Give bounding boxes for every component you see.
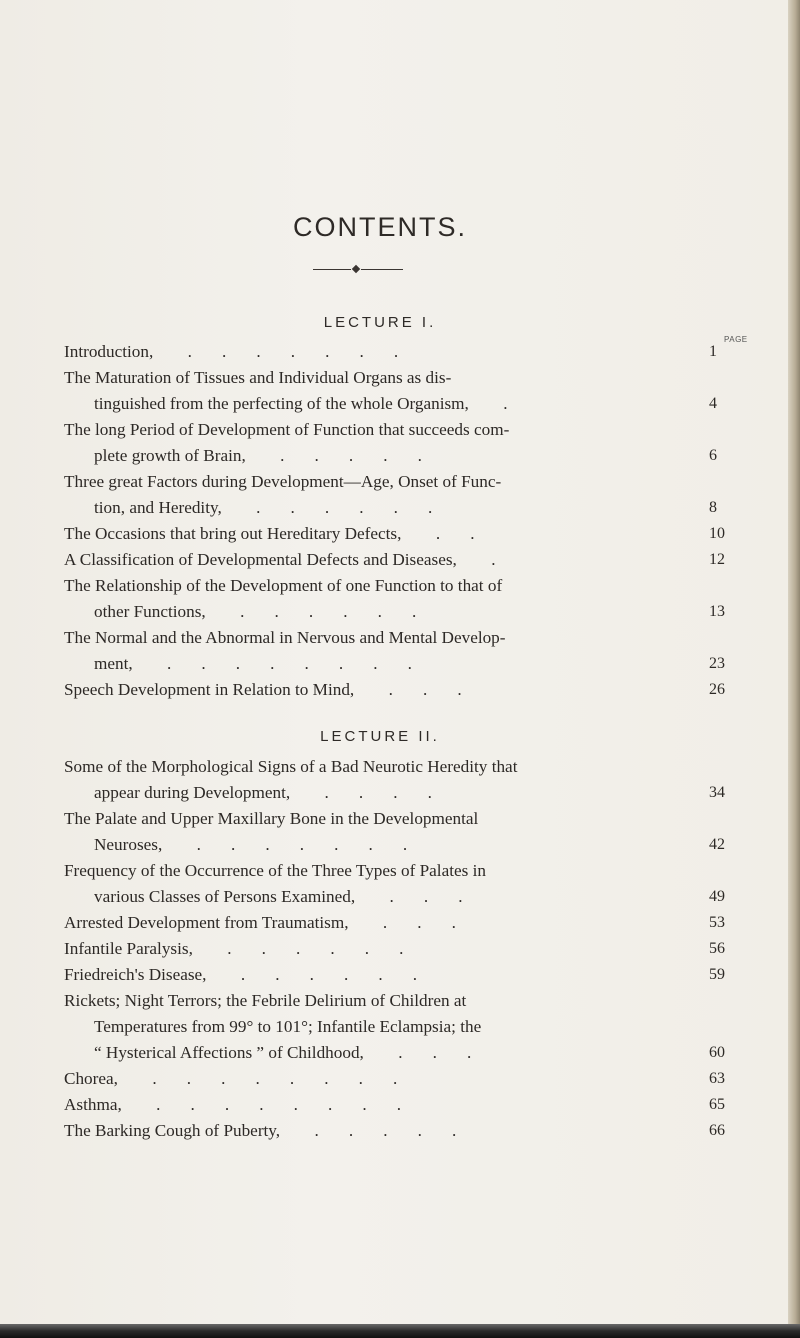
toc-entry (64, 547, 624, 573)
toc-entry-title (64, 858, 624, 884)
toc-leader-dots: . . . (355, 887, 463, 906)
toc-entry (64, 858, 624, 910)
toc-entry-title (64, 936, 624, 962)
toc-page-number: 6 (709, 447, 717, 464)
toc-entry-text: Introduction, (64, 342, 154, 361)
toc-entry (64, 1118, 624, 1144)
page-edge (788, 0, 800, 1338)
toc-entry-continuation (64, 651, 624, 677)
toc-page-number: 60 (709, 1044, 725, 1061)
toc-entry-text: Arrested Development from Traumatism, (64, 913, 349, 932)
toc-entry (64, 806, 624, 858)
toc-entry-title (64, 417, 624, 443)
toc-entry-title (64, 910, 624, 936)
toc-leader-dots: . . . . . . . (153, 342, 399, 361)
toc-entry-text: Temperatures from 99° to 101°; Infantile Eclampsia; the (94, 1017, 482, 1036)
toc-entry-text: The Palate and Upper Maxillary Bone in the Developmental (64, 809, 479, 828)
toc-page-number: 56 (709, 940, 725, 957)
toc-entry-title (64, 339, 624, 365)
toc-entry-text: other Functions, (94, 602, 206, 621)
toc-leader-dots: . . . (354, 680, 462, 699)
toc-entry (64, 469, 624, 521)
toc-entry-title (64, 754, 624, 780)
toc-entry (64, 365, 624, 417)
divider-ornament-icon (313, 265, 403, 275)
lecture-2-heading: LECTURE II. (320, 728, 440, 745)
toc-entry-text: A Classification of Developmental Defects and Diseases, (64, 550, 457, 569)
toc-leader-dots: . . . . . . (206, 965, 418, 984)
toc-entry-text: tion, and Heredity, (94, 498, 222, 517)
toc-entry (64, 573, 624, 625)
toc-entry-text: Frequency of the Occurrence of the Three Types of Palates in (64, 861, 486, 880)
toc-leader-dots: . . . . . . (192, 939, 404, 958)
toc-entry-text: various Classes of Persons Examined, (94, 887, 356, 906)
toc-entry-title (64, 677, 624, 703)
toc-entry-title (64, 547, 624, 573)
toc-entry (64, 1066, 624, 1092)
toc-page-number: 42 (709, 836, 725, 853)
toc-entry-text: Asthma, (64, 1095, 122, 1114)
toc-entry-text: tinguished from the perfecting of the whole Organism, (94, 394, 469, 413)
toc-entry-title (64, 988, 624, 1014)
toc-entry-continuation (64, 832, 624, 858)
toc-page-number: 23 (709, 655, 725, 672)
toc-entry-text: Infantile Paralysis, (64, 939, 193, 958)
toc-entry-continuation (64, 884, 624, 910)
toc-page-number: 65 (709, 1096, 725, 1113)
toc-entry-continuation (64, 599, 624, 625)
toc-entry (64, 339, 624, 365)
toc-entry-title (64, 469, 624, 495)
toc-page-number: 8 (709, 499, 717, 516)
toc-entry (64, 962, 624, 988)
toc-entry-text: Rickets; Night Terrors; the Febrile Delirium of Children at (64, 991, 467, 1010)
toc-leader-dots: . . . . . . . . (121, 1095, 402, 1114)
toc-entry-title (64, 1118, 624, 1144)
toc-entry (64, 936, 624, 962)
toc-leader-dots: . . (401, 524, 475, 543)
toc-entry (64, 988, 624, 1040)
toc-entry (94, 1040, 654, 1066)
toc-entry-title (64, 625, 624, 651)
toc-entry-text: Neuroses, (94, 835, 163, 854)
toc-entry-text: ment, (94, 654, 133, 673)
toc-entry-text: appear during Development, (94, 783, 291, 802)
toc-page-number: 63 (709, 1070, 725, 1087)
toc-page-number: 26 (709, 681, 725, 698)
toc-entry-text: Speech Development in Relation to Mind, (64, 680, 355, 699)
toc-entry-text: “ Hysterical Affections ” of Childhood, (94, 1043, 364, 1062)
page-column-label: PAGE (724, 335, 748, 344)
toc-leader-dots: . (468, 394, 508, 413)
toc-leader-dots: . . . . . . (221, 498, 433, 517)
toc-leader-dots: . . . . . . . . (117, 1069, 398, 1088)
toc-entry (64, 521, 624, 547)
toc-entry-text: The Normal and the Abnormal in Nervous and Mental Develop- (64, 628, 506, 647)
toc-entry-continuation (64, 780, 624, 806)
toc-entry-continuation (64, 391, 624, 417)
toc-entry-title (64, 962, 624, 988)
toc-entry-title (94, 1040, 654, 1066)
toc-page-number: 4 (709, 395, 717, 412)
toc-entry (64, 677, 624, 703)
toc-entry (64, 417, 624, 469)
toc-entry (64, 754, 624, 806)
toc-page-number: 53 (709, 914, 725, 931)
toc-leader-dots: . . . . (290, 783, 432, 802)
toc-page-number: 10 (709, 525, 725, 542)
toc-leader-dots: . . . . . . . (162, 835, 408, 854)
toc-entry-text: Chorea, (64, 1069, 118, 1088)
toc-leader-dots: . . . (363, 1043, 472, 1062)
toc-entry-title (64, 806, 624, 832)
toc-entry-text: Some of the Morphological Signs of a Bad Neurotic Heredity that (64, 757, 518, 776)
toc-entry-title (64, 1066, 624, 1092)
toc-entry (64, 910, 624, 936)
lecture-1-heading: LECTURE I. (323, 314, 437, 331)
toc-leader-dots: . . . . . (245, 446, 422, 465)
toc-leader-dots: . . . . . . . . (132, 654, 412, 673)
toc-entry-text: plete growth of Brain, (94, 446, 246, 465)
page-bottom-edge (0, 1324, 800, 1338)
toc-entry-text: The Maturation of Tissues and Individual Organs as dis- (64, 368, 452, 387)
toc-entry (64, 625, 624, 677)
toc-leader-dots: . . . (348, 913, 456, 932)
toc-page-number: 12 (709, 551, 725, 568)
toc-entry-continuation (64, 1014, 624, 1040)
toc-entry-title (64, 1092, 624, 1118)
toc-leader-dots: . (456, 550, 496, 569)
toc-entry-text: Three great Factors during Development—Age, Onset of Func- (64, 472, 502, 491)
toc-page-number: 49 (709, 888, 725, 905)
toc-entry-text: The Barking Cough of Puberty, (64, 1121, 281, 1140)
toc-page-number: 34 (709, 784, 725, 801)
toc-entry-title (64, 365, 624, 391)
toc-entry-text: The long Period of Development of Function that succeeds com- (64, 420, 510, 439)
toc-entry-text: Friedreich's Disease, (64, 965, 207, 984)
page-title: CONTENTS. (292, 212, 467, 242)
toc-entry-text: The Relationship of the Development of one Function to that of (64, 576, 503, 595)
toc-page-number: 66 (709, 1122, 725, 1139)
toc-page-number: 1 (709, 343, 717, 360)
toc-entry-continuation (64, 495, 624, 521)
toc-entry (64, 1092, 624, 1118)
toc-leader-dots: . . . . . (280, 1121, 457, 1140)
toc-entry-title (64, 573, 624, 599)
toc-leader-dots: . . . . . . (205, 602, 417, 621)
toc-entry-continuation (64, 443, 624, 469)
toc-entry-text: The Occasions that bring out Hereditary Defects, (64, 524, 402, 543)
toc-entry-title (64, 521, 624, 547)
toc-page-number: 13 (709, 603, 725, 620)
toc-page-number: 59 (709, 966, 725, 983)
